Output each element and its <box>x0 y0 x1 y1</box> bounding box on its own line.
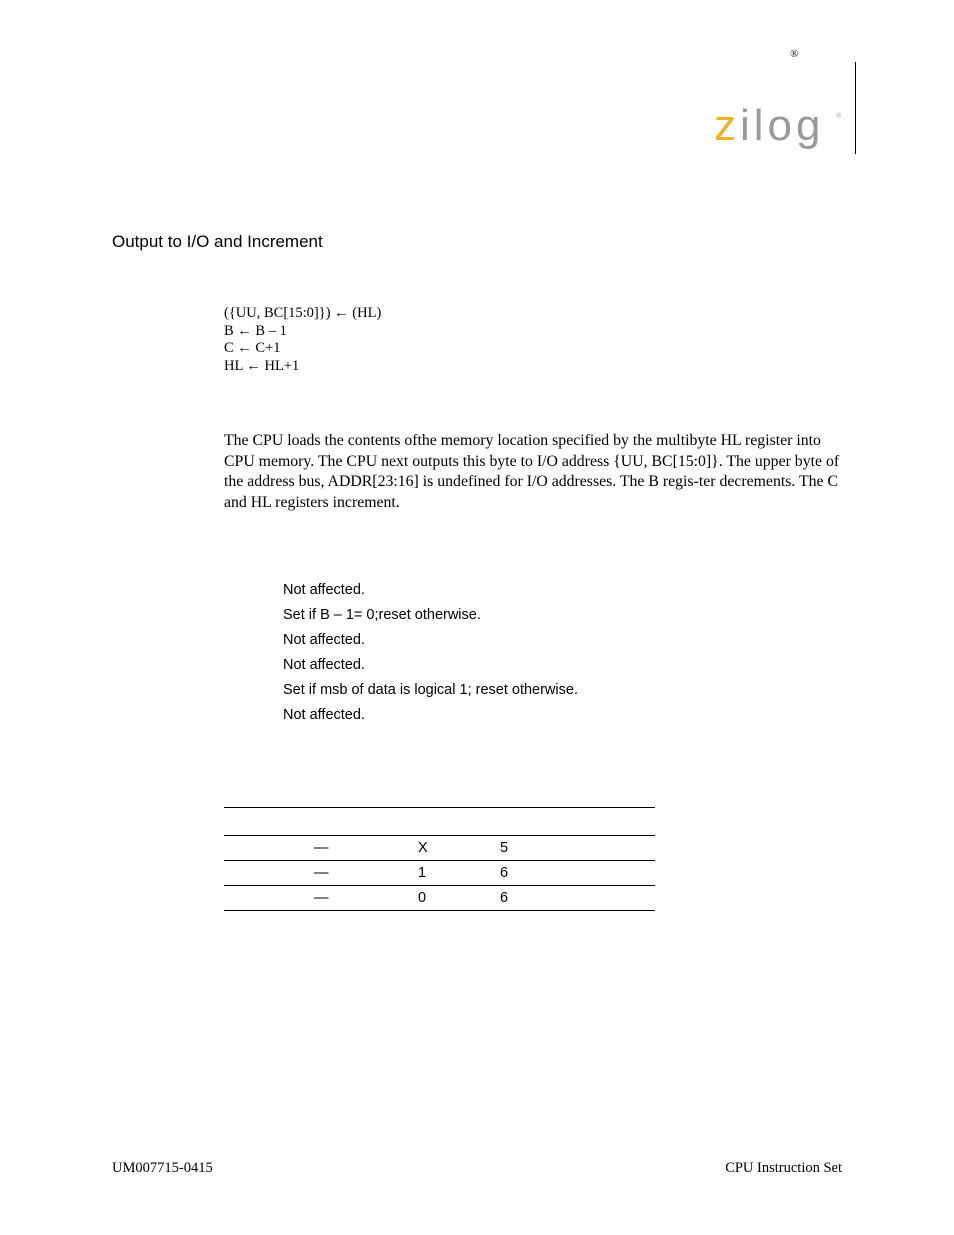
footer-doc-id: UM007715-0415 <box>112 1160 213 1176</box>
zilog-logo <box>712 104 846 156</box>
flag-effect: Not affected. <box>283 632 365 648</box>
table-row <box>224 886 655 911</box>
table-row <box>224 861 655 886</box>
description-paragraph: The CPU loads the contents ofthe memory location specified by the multibyte HL register into CPU memory. The CPU next outputs this byte to I/O address {UU, BC[15:0]}. The upper byte of the address bus, ADDR[23:16] is undefined for I/O addresses. The B regis-ter decrements. The C and HL registers increment. <box>224 432 840 511</box>
operation-line: B ← B – 1 <box>224 322 287 339</box>
flag-effect: Not affected. <box>283 707 365 723</box>
operation-block <box>224 305 381 375</box>
footer-chapter: CPU Instruction Set <box>725 1160 842 1176</box>
table-header-row <box>224 808 655 836</box>
table-cell: — <box>306 836 414 861</box>
flag-effect: Set if msb of data is logical 1; reset otherwise. <box>283 682 578 698</box>
table-cell: 0 <box>414 886 500 911</box>
section-title: Output to I/O and Increment <box>112 232 323 251</box>
table-cell: — <box>306 861 414 886</box>
header-divider <box>855 62 856 154</box>
logo-letters-ilog: ilog <box>740 104 825 150</box>
flag-effect: Set if B – 1= 0;reset otherwise. <box>283 607 481 623</box>
flag-effect: Not affected. <box>283 582 365 598</box>
operation-line: HL ← HL+1 <box>224 357 300 374</box>
condition-bits <box>283 580 578 730</box>
registered-mark: ® <box>790 48 799 60</box>
table-row <box>224 836 655 861</box>
logo-letter-z: z <box>714 104 740 150</box>
flag-effect: Not affected. <box>283 657 365 673</box>
table-cell: 6 <box>500 861 655 886</box>
operation-line: ({UU, BC[15:0]}) ← (HL) <box>224 305 382 321</box>
table-cell: 5 <box>500 836 655 861</box>
table-cell: — <box>306 886 414 911</box>
svg-text:®: ® <box>836 113 842 120</box>
table-cell: 1 <box>414 861 500 886</box>
table-cell: 6 <box>500 886 655 911</box>
table-cell: X <box>414 836 500 861</box>
svg-text:zilog <box>714 104 825 150</box>
attributes-table <box>224 807 655 911</box>
operation-line: C ← C+1 <box>224 340 281 356</box>
